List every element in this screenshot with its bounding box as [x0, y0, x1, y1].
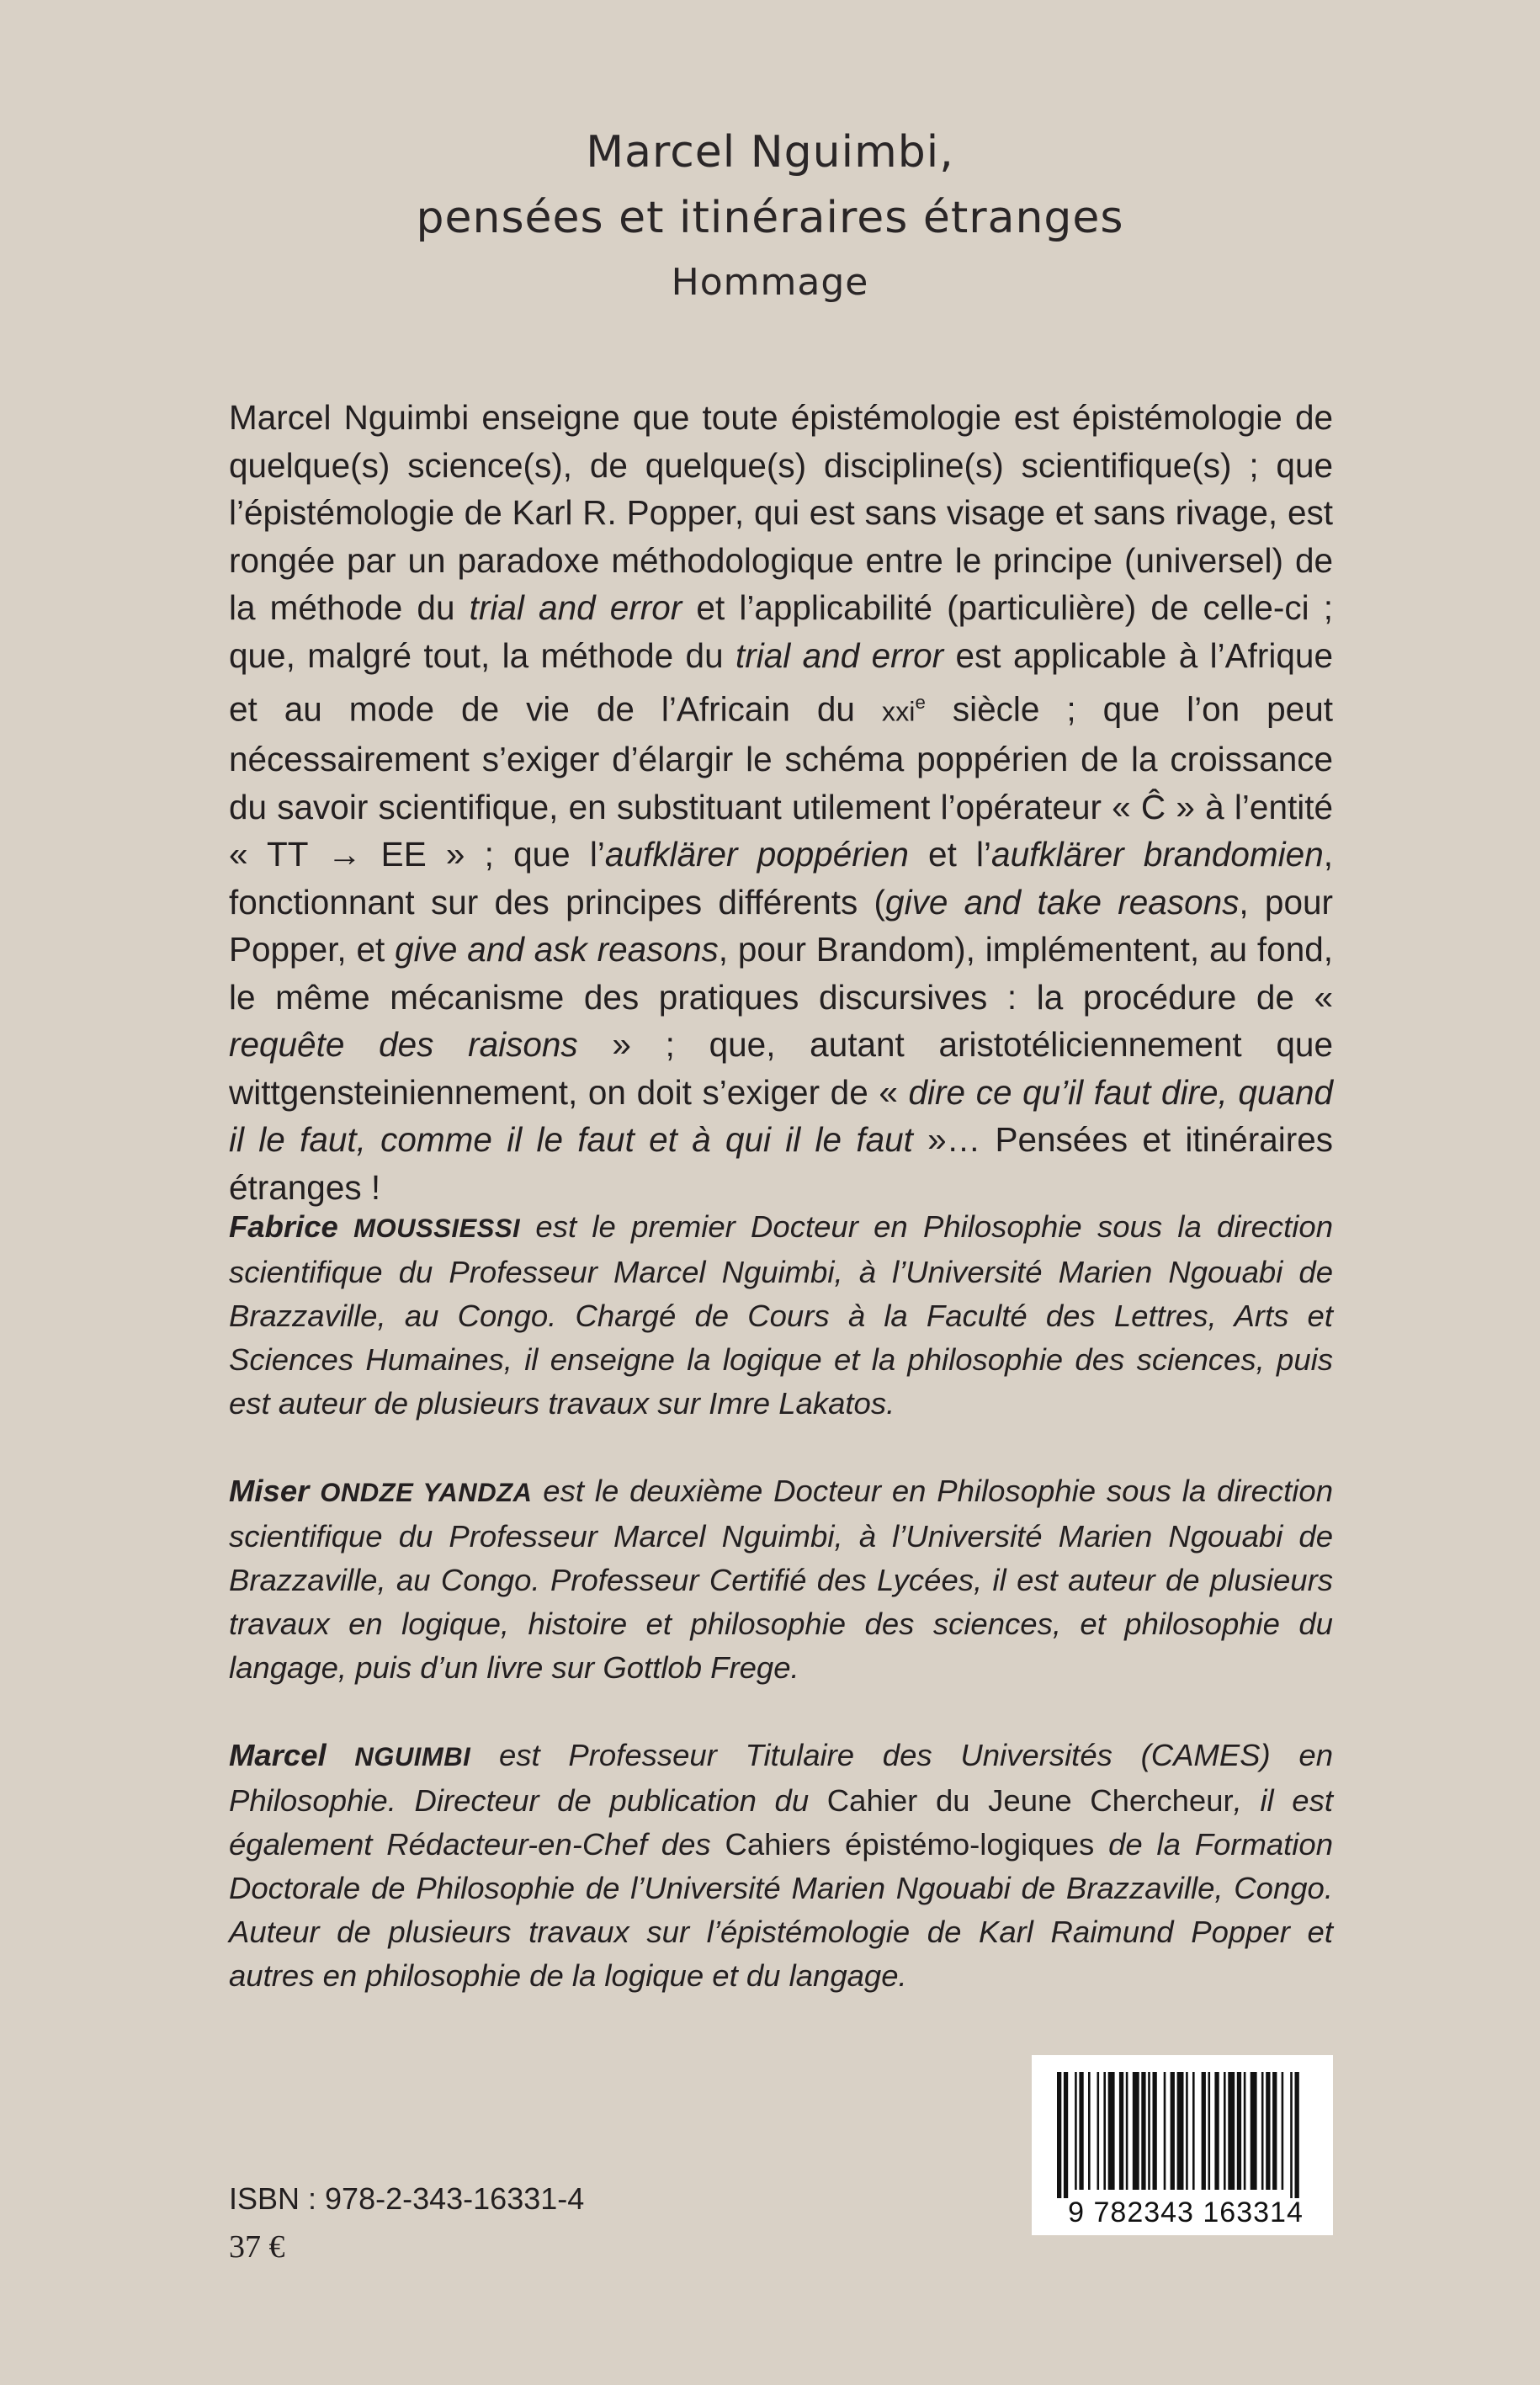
journal-title: Cahier du Jeune Chercheur [826, 1783, 1234, 1818]
barcode-bar [1261, 2072, 1264, 2190]
barcode-bar [1214, 2072, 1219, 2190]
author-name [229, 1209, 520, 1244]
author-bio-text: est Professeur Titulaire des Universités (CAMES) en Philosophie. Directeur de publication du [229, 1738, 1333, 1818]
barcode-bar [1164, 2072, 1166, 2190]
summary-italic: trial and error [469, 588, 682, 627]
author-first-name: Fabrice [229, 1209, 354, 1244]
barcode-bar [1295, 2072, 1299, 2198]
author-name [229, 1738, 470, 1772]
summary-text: est applicable à l’Afrique et au mode de vie de l’Africain du [229, 635, 1333, 729]
barcode-bar [1079, 2072, 1083, 2190]
author-bio-text: de la Formation Doctorale de Philosophie de l’Université Marien Ngouabi de Brazzaville, Congo. Auteur de plusieurs travaux sur l’épistémologie de Karl Raimund Popper et autres en philosophie de la logique et du langage. [229, 1827, 1334, 1993]
barcode-bar [1208, 2072, 1211, 2190]
barcode-bar [1266, 2072, 1270, 2190]
author-last-name: ONDZE YANDZA [320, 1478, 533, 1507]
author-bio-text: , il est également Rédacteur-en-Chef des [229, 1783, 1333, 1862]
barcode-bar [1064, 2072, 1068, 2198]
barcode-bar [1148, 2072, 1150, 2190]
barcode-bar [1237, 2072, 1241, 2190]
summary-text: et l’applicabilité (particulière) de celle-ci ; que, malgré tout, la méthode du [229, 588, 1333, 675]
summary-italic: trial and error [735, 635, 944, 675]
barcode-bar [1075, 2072, 1077, 2190]
book-title [0, 120, 1540, 251]
summary-text: » ; que, autant aristotéliciennement que wittgensteiniennement, on doit s’exiger de « [229, 1025, 1333, 1112]
barcode-bar [1282, 2072, 1284, 2190]
summary-italic: dire ce qu’il faut dire, quand il le faut, comme il le faut et à qui il le faut [229, 1072, 1333, 1159]
barcode-bars [1057, 2072, 1309, 2198]
author-bio-text: est le premier Docteur en Philosophie sous la direction scientifique du Professeur Marcel Nguimbi, à l’Université Marien Ngouabi de Brazzaville, au Congo. Chargé de Cours à la Faculté des Lettres, Arts et Sciences Humaines, il enseigne la logique et la philosophie des sciences, puis est auteur de plusieurs travaux sur Imre Lakatos. [229, 1209, 1333, 1421]
author-first-name: Miser [229, 1474, 321, 1508]
barcode-bar [1141, 2072, 1145, 2190]
summary-italic: give and ask reasons [395, 930, 719, 969]
journal-title: Cahiers épistémo-logiques [725, 1827, 1095, 1862]
price-label: 37 € [229, 2229, 285, 2265]
barcode-bar [1251, 2072, 1257, 2190]
barcode-bar [1103, 2072, 1106, 2190]
barcode-bar [1290, 2072, 1293, 2198]
barcode-bar [1126, 2072, 1128, 2190]
author-bio-nguimbi [229, 1734, 1333, 1998]
barcode-bar [1171, 2072, 1175, 2190]
summary-text: , fonctionnant sur des principes différents ( [229, 835, 1333, 922]
barcode-bar [1097, 2072, 1100, 2190]
century-numeral: xxi [881, 696, 916, 727]
summary-text: , pour Brandom), implémentent, au fond, le même mécanisme des pratiques discursives : la procédure de « [229, 930, 1333, 1017]
barcode-bar [1202, 2072, 1206, 2190]
barcode-bar [1192, 2072, 1195, 2190]
barcode-bar [1108, 2072, 1115, 2190]
barcode-bar [1088, 2072, 1091, 2190]
summary-italic: requête des raisons [229, 1025, 578, 1064]
summary-text: , pour Popper, et [229, 882, 1333, 969]
barcode-bar [1119, 2072, 1123, 2190]
summary-italic: aufklärer poppérien [604, 835, 909, 874]
barcode-digits: 9 782343 163314 [1068, 2196, 1304, 2228]
barcode-bar [1133, 2072, 1139, 2190]
book-subtitle: Hommage [671, 261, 869, 304]
summary-paragraph [229, 394, 1333, 1211]
author-last-name: MOUSSIESSI [353, 1214, 521, 1243]
author-name [229, 1474, 532, 1508]
barcode-bar [1228, 2072, 1235, 2190]
barcode-bar [1177, 2072, 1184, 2190]
title-line-1: Marcel Nguimbi, [586, 127, 954, 178]
summary-text: et l’ [908, 835, 992, 874]
title-line-2: pensées et itinéraires étranges [416, 193, 1124, 243]
summary-text: siècle ; que l’on peut nécessairement s’exiger d’élargir le schéma poppérien de la croissance du savoir scientifique, en substituant utilement l’opérateur « Ĉ » à l’entité « TT → EE » ; que l’ [229, 689, 1333, 874]
summary-text: »… Pensées et itinéraires étranges ! [229, 1120, 1333, 1207]
summary-italic: aufklärer brandomien [991, 835, 1324, 874]
author-bio-ondze-yandza [229, 1469, 1333, 1690]
barcode-bar [1057, 2072, 1061, 2198]
summary-text: Marcel Nguimbi enseigne que toute épistémologie est épistémologie de quelque(s) science(s), de quelque(s) discipline(s) scientifique(s) ; que l’épistémologie de Karl R. Popper, qui est sans visage et sans rivage, est rongée par un paradoxe méthodologique entre le principe (universel) de la méthode du [229, 398, 1333, 627]
barcode-bar [1153, 2072, 1157, 2190]
barcode-bar [1244, 2072, 1246, 2190]
author-bio-text: est le deuxième Docteur en Philosophie sous la direction scientifique du Professeur Marcel Nguimbi, à l’Université Marien Ngouabi de Brazzaville, au Congo. Professeur Certifié des Lycées, il est auteur de plusieurs travaux en logique, histoire et philosophie des sciences, et philosophie du langage, puis d’un livre sur Gottlob Frege. [229, 1474, 1333, 1685]
author-first-name: Marcel [229, 1738, 355, 1772]
isbn-label: ISBN : 978-2-343-16331-4 [229, 2181, 585, 2216]
author-last-name: NGUIMBI [354, 1742, 471, 1771]
summary-italic: give and take reasons [885, 882, 1240, 922]
century-suffix: e [915, 692, 926, 713]
barcode-bar [1224, 2072, 1226, 2190]
author-bio-moussiessi [229, 1205, 1333, 1426]
barcode-bar [1186, 2072, 1188, 2190]
barcode [1032, 2055, 1333, 2235]
barcode-bar [1272, 2072, 1277, 2190]
